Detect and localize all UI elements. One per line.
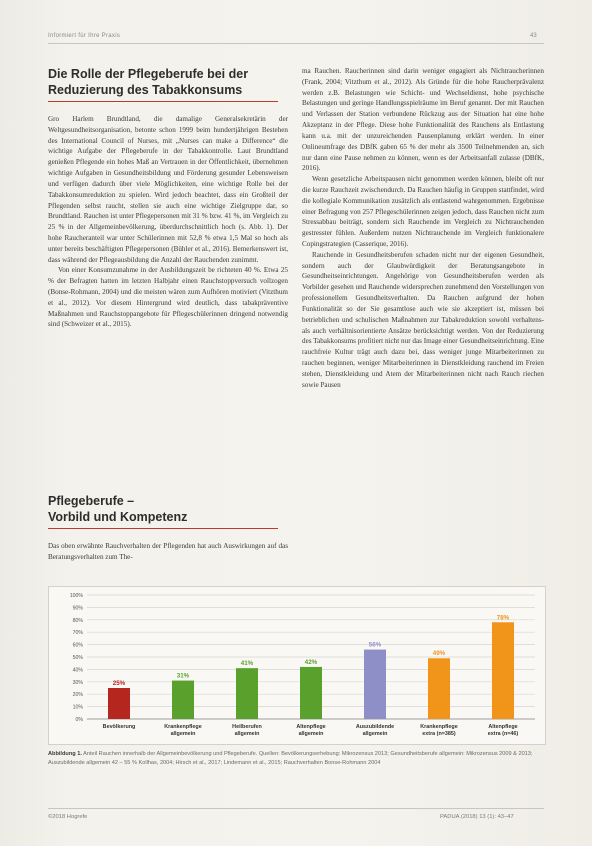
caption-text: Anteil Rauchen innerhalb der Allgemeinbevölkerung und Pflegeberufe. Quellen: Bevölkerungserhebung: Mikrozensus 2013; Gesundheitsberufe allgemein: Mikrozensus 2009 & 2013; Auszubildende allgemein 42 – 55 % Kollhas, 2004; Hirsch et al., 2017; Lindemann et al., 2015; Rauchverhalten Bonse-Rohmann 2004 (48, 751, 533, 767)
data-label: 42% (304, 658, 318, 666)
x-category-label: Heilberufen (232, 724, 262, 730)
footer-copyright: ©2018 Hogrefe (48, 814, 88, 820)
data-label: 41% (240, 660, 254, 668)
right-paragraph-3: Rauchende in Gesundheitsberufen schaden nicht nur der eigenen Gesundheit, sondern auch der Glaubwürdigkeit der Beratungsangebote in Gesundheitseinrichtungen. Angehörige von Gesundheitsberufen werden als Vorbilder gesehen und Rauchende widersprechen zunehmend den Vorstellungen von professionellem Gesundheitsverhalten. Da Rauchen aufgrund der hohen Funktionalität so der Sie gesamtlose auch wie sie akzeptiert ist, müssen bei betrieblichen und schulischen Maßnahmen zur Tabakreduktion sowohl verhaltens- als auch verhältnisorientierte Ansätze berücksichtigt werden. Von der Reduzierung des Tabakkonsums profitiert nicht nur das Image einer Gesundheitseinrichtung. Eine rauchfreie Kultur trägt auch dazu bei, dass weniger junge Mitarbeiterinnen zu rauchen beginnen, weniger Mitarbeiterinnen in Dienstkleidung rauchend im Freien stehen, Dienstkleidung und Atem der Mitarbeiterinnen nicht nach Rauch riechen sowie Pausen (302, 250, 544, 389)
x-category-label: extra (n=385) (422, 731, 456, 737)
y-tick-label: 70% (72, 630, 83, 637)
section-heading-2-line1: Pflegeberufe – (48, 494, 135, 508)
y-tick-label: 60% (72, 642, 83, 649)
x-category-label: Auszubildende (355, 724, 395, 730)
y-tick-label: 10% (72, 704, 83, 711)
bar (364, 650, 386, 719)
left-paragraph-3: Das oben erwähnte Rauchverhalten der Pflegenden hat auch Auswirkungen auf das Beratungsverhalten zum The- (48, 542, 288, 561)
x-category-label: Bevölkerung (102, 724, 136, 730)
x-category-label: allgemein (298, 731, 324, 737)
section-heading-1 (48, 66, 288, 98)
right-column (302, 66, 544, 390)
x-category-label: allgemein (234, 731, 260, 737)
x-category-label: Krankenpflege (164, 724, 202, 730)
x-category-label: Altenpflege (296, 724, 326, 730)
left-paragraph-2: Von einer Konsumzunahme in der Ausbildungszeit be richteten 40 %. Etwa 25 % der Befragten hatten im letzten Halbjahr einen Rauchstoppversuch vollzogen (Bonse-Rohmann, 2004) und die meisten wären zum Aufhören motiviert (Vitzthum et al., 2012). Vor diesem Hintergrund wird deutlich, dass tabakpräventive Maßnahmen und Rauchstoppangebote für Pflegeschülerinnen dringend notwendig sind (Schweizer et al., 2015). (48, 266, 288, 329)
right-paragraph-2: Wenn gesetzliche Arbeitspausen nicht genommen werden können, bleibt oft nur die kurze Rauchzeit zwischendurch. Da Rauchen häufig in Gruppen stattfindet, wird die kollegiale Kommunikation zusätzlich als entlastend wahrgenommen. Ergebnisse einer Befragung von 257 Pflegeschülerinnen zeigen jedoch, dass Rauchen nicht zum Stressabbau beiträgt, sondern sich Rauchende im Vergleich zu Nichtrauchenden gestresster fühlen. Außerdem nutzen Nichtrauchende im Vergleich funktionalere Copingstrategien (Casserique, 2016). (302, 175, 544, 248)
section-heading-1-line2: Reduzierung des Tabakkonsums (48, 83, 243, 97)
page-number: 43 (530, 33, 537, 39)
y-tick-label: 90% (72, 605, 83, 612)
data-label: 25% (112, 680, 126, 687)
bar (428, 658, 450, 719)
y-tick-label: 30% (72, 679, 83, 686)
footer-citation: PADUA (2018) 13 (1): 43–47 (440, 814, 514, 820)
y-tick-label: 40% (72, 667, 83, 674)
bar (108, 688, 130, 719)
y-tick-label: 100% (69, 593, 83, 599)
section-heading-2 (48, 493, 288, 525)
data-label: 31% (176, 672, 190, 680)
x-category-label: allgemein (362, 731, 388, 737)
running-head: Informiert für Ihre Praxis (48, 33, 121, 39)
bar (492, 622, 514, 719)
left-column (48, 114, 288, 330)
bar (236, 668, 258, 719)
data-label: 56% (368, 641, 382, 649)
data-label: 78% (496, 614, 510, 622)
bar-chart (49, 587, 545, 744)
bar (172, 681, 194, 719)
x-category-label: Krankenpflege (420, 724, 458, 730)
x-category-label: allgemein (170, 731, 196, 737)
section-heading-1-line1: Die Rolle der Pflegeberufe bei der (48, 67, 249, 81)
left-paragraph-1: Gro Harlem Brundtland, die damalige Generalsekretärin der Weltgesundheitsorganisation, betonte schon 1999 beim hundertjährigen Bestehen des International Council of Nurses, mit „Nurses can make a Difference“ die wichtige Aufgabe der Pflegeberufe in der Tabakkontrolle. Laut Brundtland genießen Pflegende ein hohes Maß an Vertrauen in der Öffentlichkeit, übernehmen wichtige Aufgaben in Gesundheitsbildung und Förderung gesunder Lebensweisen und verfügen dadurch über viele Möglichkeiten, eine wichtige Rolle bei der Tabakkonsumreduktion zu spielen. Wird jedoch beachtet, dass ein Großteil der Pflegenden selbst raucht, stellen sie auch eine wichtige Zielgruppe dar, so Brundtland. Rauchen ist unter Pflegepersonen mit 31 % bzw. 41 %, im Vergleich zu 25 % in der Allgemeinbevölkerung, überdurchschnittlich hoch (s. Abb. 1). Der hohe Raucheranteil war unter Schülerinnen mit 52,8 % etwa 1,5 Mal so hoch als unter bereits beschäftigten Pflegepersonen (Bühler et al., 2016). Bemerkenswert ist, dass während der Pflegeausbildung die Anzahl der Rauchenden zunimmt. (48, 115, 288, 264)
figure-chart (48, 586, 546, 745)
section-heading-2-line2: Vorbild und Kompetenz (48, 510, 188, 524)
heading-underline-2 (48, 528, 278, 529)
left-column-bottom (48, 541, 288, 563)
y-tick-label: 80% (72, 617, 83, 624)
figure-caption (48, 750, 544, 769)
right-paragraph-1: ma Rauchen. Raucherinnen sind darin weniger engagiert als Nichtraucherinnen (Frank, 2004; Vitzthum et al., 2012). Als Gründe für die hohe Raucherprävalenz werden z.B. Belastungen wie Schicht- und Wechseldienst, hohe psychische Belastungen und geringe Handlungsspielräume im Beruf genannt. Der mit Rauchen und Verlassen der Station verbundene Rückzug aus der Situation hat eine hohe Akzeptanz in der Pflege. Diese hohe Funktionalität des Rauchens als Entlastung kann u.a. mit der unzureichenden Pausenplanung erklärt werden. In einer Onlineumfrage des DBfK gaben 65 % der mehr als 3500 Teilnehmenden an, sich nur dann eine Pause nehmen zu können, wenn es der Arbeitsanfall zulasse (DBfK, 2016). (302, 67, 544, 173)
y-tick-label: 20% (72, 692, 83, 699)
x-category-label: Altenpflege (488, 724, 518, 730)
y-tick-label: 50% (72, 655, 83, 661)
x-category-label: extra (n=46) (487, 731, 519, 737)
y-tick-label: 0% (75, 717, 83, 723)
bar (300, 667, 322, 719)
bottom-rule (48, 808, 544, 809)
caption-label: Abbildung 1. (48, 751, 82, 757)
top-rule (48, 43, 544, 44)
heading-underline-1 (48, 101, 278, 102)
data-label: 49% (432, 650, 446, 658)
